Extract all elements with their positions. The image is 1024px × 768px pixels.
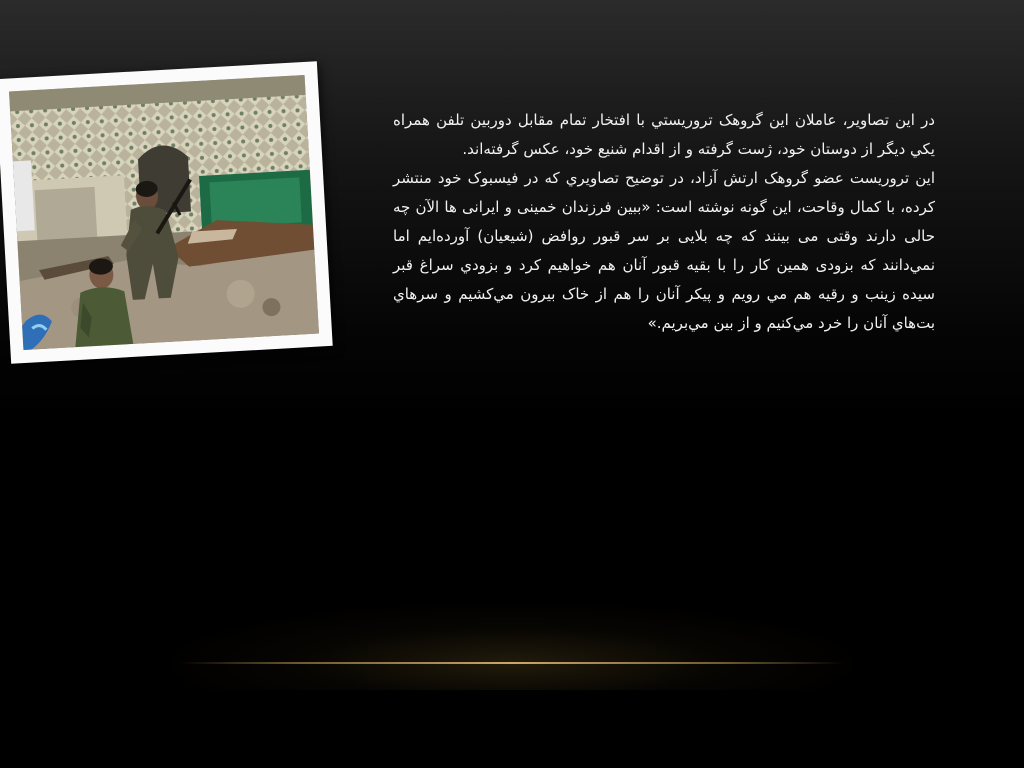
paragraph-1: در اين تصاوير، عاملان اين گروهک تروريستي با افتخار تمام مقابل دوربين تلفن همراه يکي ديگر از دوستان خود، ژست گرفته و از اقدام شنيع خود، عکس گرفته‌اند. [393,111,935,158]
photo-frame [0,61,333,364]
bottom-glow [150,600,874,690]
body-text [393,106,935,338]
photo-illustration [9,75,319,350]
photo [9,75,319,350]
paragraph-2: اين تروريست عضو گروهک ارتش آزاد، در توضيح تصاويري که در فيسبوک خود منتشر کرده، با کمال وقاحت، اين گونه نوشته است: «ببين فرزندان خمینی و ایرانی ها الآن چه حالی دارند وقتی می بینند که چه بلایی بر سر قبور روافض (شیعیان) آورده‌ایم اما نمي‌دانند که بزودی همین کار را با بقيه قبور آنان هم خواهیم کرد و بزودي سراغ قبر سيده زينب و رقيه هم مي رويم و پيکر آنان را هم از خاک بيرون مي‌کشيم و سرهاي بت‌هاي آنان را خرد مي‌کنيم و از بين مي‌بريم.» [393,169,935,332]
gold-divider-line [180,662,844,664]
